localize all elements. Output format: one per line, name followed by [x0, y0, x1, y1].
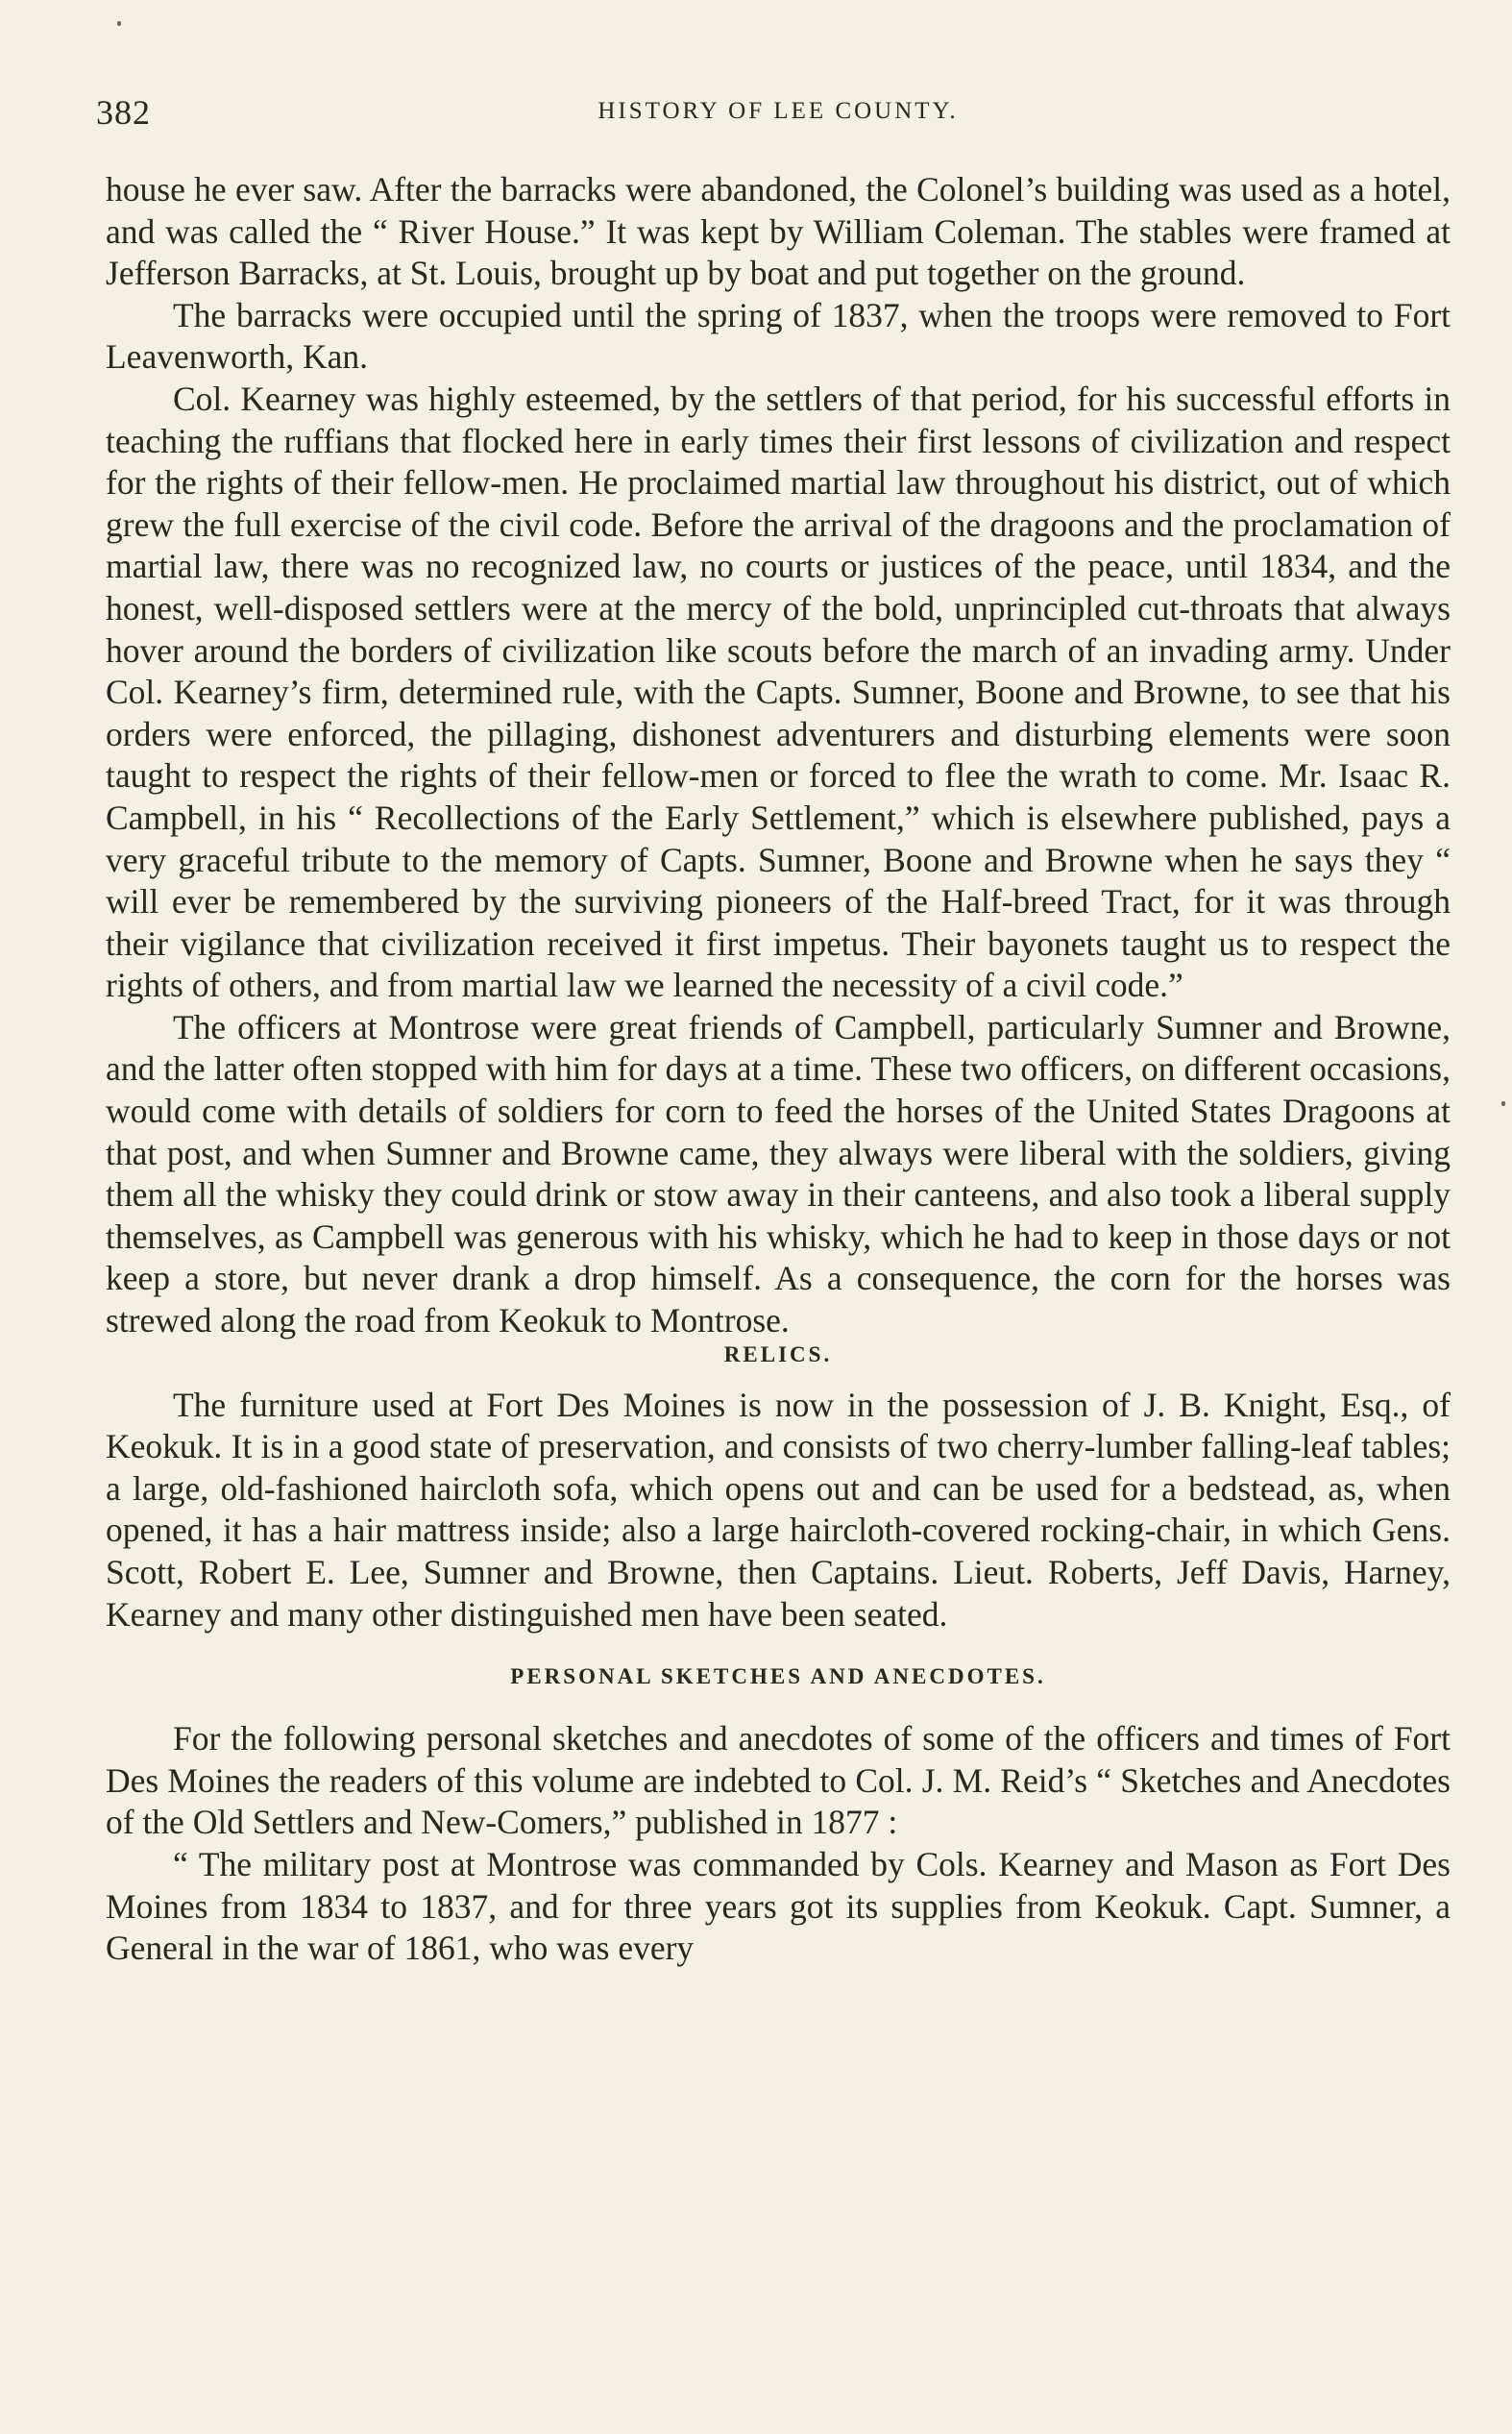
paragraph-military-post: “ The military post at Montrose was commanded by Cols. Kearney and Mason as Fort Des Moines from 1834 to 1837, and for three years got its supplies from Keokuk. Capt. Sumner, a General in the war of 1861, who was every	[106, 1844, 1451, 1968]
page-number: 382	[96, 93, 151, 132]
paragraph-kearney: Col. Kearney was highly esteemed, by the settlers of that period, for his successful efforts in teaching the ruffians that flocked here in early times their first lessons of civilization and respect for the rights of their fellow-men. He proclaimed martial law throughout his district, out of which grew the full exercise of the civil code. Before the arrival of the dragoons and the proclamation of martial law, there was no recognized law, no courts or justices of the peace, until 1834, and the honest, well-disposed settlers were at the mercy of the bold, unprincipled cut-throats that always hover around the borders of civilization like scouts before the march of an invading army. Under Col. Kearney’s firm, determined rule, with the Capts. Sumner, Boone and Browne, to see that his orders were enforced, the pillaging, dishonest adventurers and disturbing elements were soon taught to respect the rights of their fellow-men or forced to flee the wrath to come. Mr. Isaac R. Campbell, in his “ Recollections of the Early Settlement,” which is elsewhere published, pays a very graceful tribute to the memory of Capts. Sumner, Boone and Browne when he says they “ will ever be remembered by the surviving pioneers of the Half-breed Tract, for it was through their vigilance that civilization received it first impetus. Their bayonets taught us to respect the rights of others, and from martial law we learned the necessity of a civil code.”	[106, 379, 1451, 1005]
running-title: HISTORY OF LEE COUNTY.	[597, 98, 959, 124]
paragraph-barracks: The barracks were occupied until the spring of 1837, when the troops were removed to Fort Leavenworth, Kan.	[106, 295, 1451, 377]
paragraph-sketches-intro: For the following personal sketches and anecdotes of some of the officers and times of Fort Des Moines the readers of this volume are indebted to Col. J. M. Reid’s “ Sketches and Anecdotes of the Old Settlers and New-Comers,” published in 1877 :	[106, 1719, 1451, 1842]
print-speck	[1501, 1101, 1505, 1106]
paragraph-furniture: The furniture used at Fort Des Moines is now in the possession of J. B. Knight, Esq., of Keokuk. It is in a good state of preservation, and consists of two cherry-lumber falling-leaf tables; a large, old-fashioned haircloth sofa, which opens out and can be used for a bedstead, as, when opened, it has a hair mattress inside; also a large haircloth-covered rocking-chair, in which Gens. Scott, Robert E. Lee, Sumner and Browne, then Captains. Lieut. Roberts, Jeff Davis, Harney, Kearney and many other distinguished men have been seated.	[106, 1385, 1451, 1634]
running-head	[96, 92, 1460, 138]
body-text	[106, 169, 1451, 1970]
paragraph-officers: The officers at Montrose were great friends of Campbell, particularly Sumner and Browne, and the latter often stopped with him for days at a time. These two officers, on different occasions, would come with details of soldiers for corn to feed the horses of the United States Dragoons at that post, and when Sumner and Browne came, they always were liberal with the soldiers, giving them all the whisky they could drink or stow away in their canteens, and also took a liberal supply themselves, as Campbell was generous with his whisky, which he had to keep in those days or not keep a store, but never drank a drop himself. As a consequence, the corn for the horses was strewed along the road from Keokuk to Montrose.	[106, 1007, 1451, 1340]
print-speck	[117, 21, 121, 26]
section-heading-personal-sketches: PERSONAL SKETCHES AND ANECDOTES.	[510, 1664, 1046, 1689]
section-heading-relics: RELICS.	[723, 1341, 833, 1366]
paragraph-continuation: house he ever saw. After the barracks were abandoned, the Colonel’s building was used as a hotel, and was called the “ River House.” It was kept by William Coleman. The stables were framed at Jefferson Barracks, at St. Louis, brought up by boat and put together on the ground.	[106, 170, 1451, 293]
